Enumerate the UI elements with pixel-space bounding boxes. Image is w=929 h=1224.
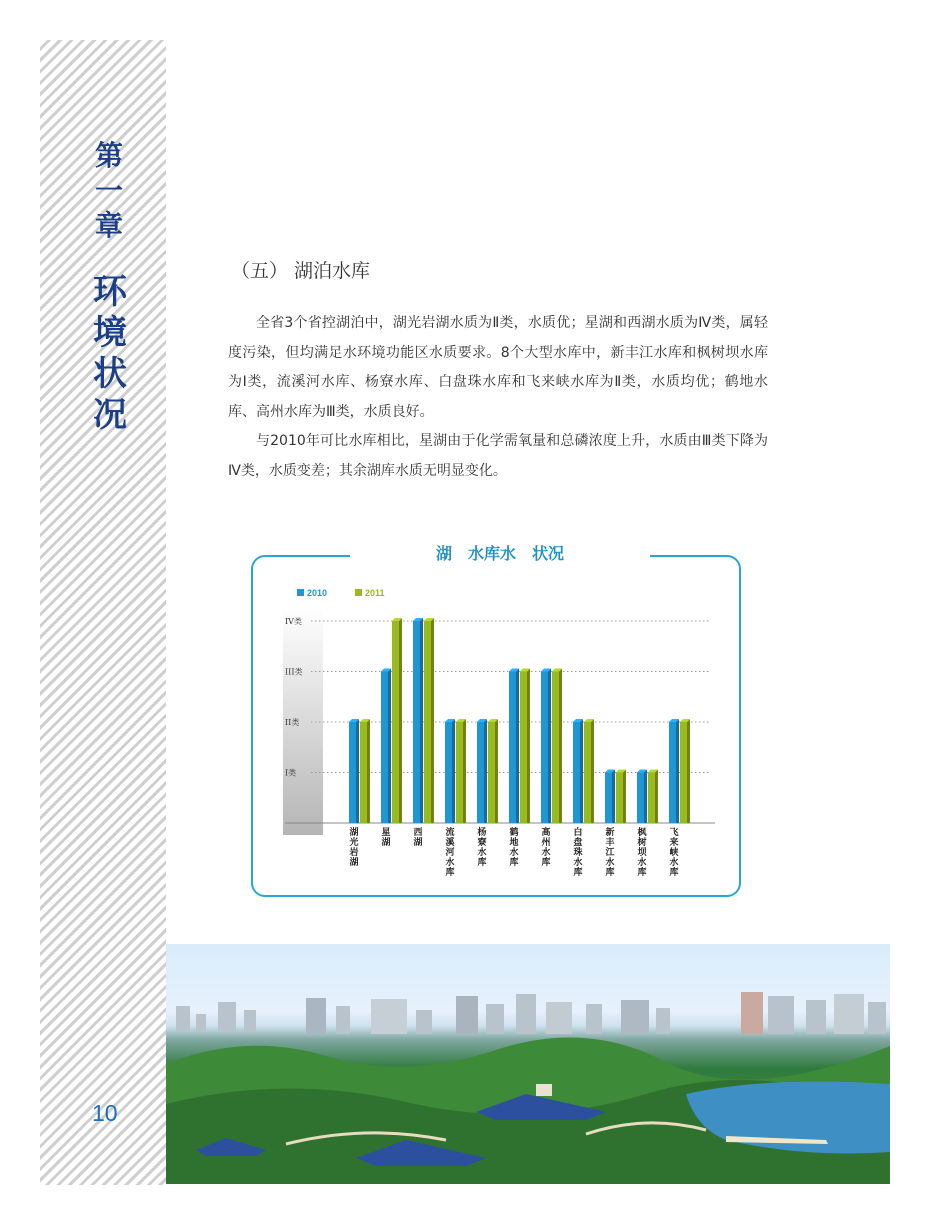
x-tick-label: 杨寮水库 bbox=[477, 828, 487, 868]
bar bbox=[573, 722, 580, 823]
bar bbox=[413, 621, 420, 823]
bar bbox=[424, 621, 431, 823]
bar bbox=[381, 672, 388, 824]
bar-side bbox=[367, 719, 370, 823]
y-tick-label: IV类 bbox=[285, 617, 302, 626]
x-tick-label: 白盘珠水库 bbox=[573, 828, 583, 878]
bar-side bbox=[420, 618, 423, 823]
bar-side bbox=[452, 719, 455, 823]
bar bbox=[552, 672, 559, 824]
bar-side bbox=[676, 719, 679, 823]
bar-side bbox=[431, 618, 434, 823]
bar bbox=[541, 672, 548, 824]
bar-side bbox=[580, 719, 583, 823]
bar-side bbox=[388, 669, 391, 824]
bar-side bbox=[463, 719, 466, 823]
bar-side bbox=[527, 669, 530, 824]
bar bbox=[520, 672, 527, 824]
bar-side bbox=[559, 669, 562, 824]
page-number: 10 bbox=[92, 1100, 118, 1126]
bar-side bbox=[591, 719, 594, 823]
bar bbox=[456, 722, 463, 823]
bar bbox=[349, 722, 356, 823]
legend-swatch bbox=[297, 589, 304, 596]
bar bbox=[509, 672, 516, 824]
bar bbox=[445, 722, 452, 823]
x-tick-label: 高州水库 bbox=[541, 828, 551, 868]
bar-side bbox=[612, 770, 615, 824]
x-tick-label: 枫树坝水库 bbox=[637, 828, 647, 878]
paragraph: 全省3个省控湖泊中，湖光岩湖水质为Ⅱ类，水质优；星湖和西湖水质为Ⅳ类，属轻度污染，但均满足水环境功能区水质要求。8个大型水库中，新丰江水库和枫树坝水库为Ⅰ类，流溪河水库、杨寮水库、白盘珠水库和飞来峡水库为Ⅱ类，水质均优；鹤地水库、高州水库为Ⅲ类，水质良好。 bbox=[228, 315, 768, 420]
section-heading: （五） 湖泊水库 bbox=[231, 260, 371, 282]
bar-side bbox=[548, 669, 551, 824]
bar bbox=[584, 722, 591, 823]
x-tick-label: 流溪河水库 bbox=[445, 828, 455, 878]
paragraph: 与2010年可比水库相比，星湖由于化学需氧量和总磷浓度上升，水质由Ⅲ类下降为Ⅳ类，水质变差；其余湖库水质无明显变化。 bbox=[228, 433, 768, 479]
legend-label: 2011 bbox=[365, 588, 385, 598]
bar-side bbox=[516, 669, 519, 824]
body-text bbox=[228, 309, 768, 486]
bar bbox=[616, 773, 623, 824]
chapter-label: 第一章 bbox=[94, 139, 123, 242]
bar-side bbox=[687, 719, 690, 823]
city-lake-illustration bbox=[166, 944, 890, 1184]
bar-side bbox=[623, 770, 626, 824]
bar-side bbox=[644, 770, 647, 824]
chapter-title: 环境状况 bbox=[93, 272, 127, 435]
y-tick-label: II类 bbox=[285, 718, 300, 727]
y-tick-label: III类 bbox=[285, 667, 303, 677]
bar bbox=[360, 722, 367, 823]
bar-side bbox=[495, 719, 498, 823]
x-tick-label: 新丰江水库 bbox=[605, 828, 615, 878]
bar-side bbox=[399, 618, 402, 823]
bar bbox=[680, 722, 687, 823]
legend-label: 2010 bbox=[307, 588, 328, 598]
x-tick-label: 星湖 bbox=[381, 828, 391, 848]
y-tick-label: I类 bbox=[285, 768, 297, 778]
chart-title: 湖 水库水 状况 bbox=[350, 542, 650, 566]
bar-side bbox=[655, 770, 658, 824]
bar bbox=[605, 773, 612, 824]
bar bbox=[477, 722, 484, 823]
legend-swatch bbox=[355, 589, 362, 596]
x-tick-label: 飞来峡水库 bbox=[669, 828, 679, 878]
bar bbox=[392, 621, 399, 823]
water-quality-bar-chart bbox=[251, 555, 741, 897]
bar bbox=[669, 722, 676, 823]
x-tick-label: 鹤地水库 bbox=[509, 828, 519, 868]
bar bbox=[637, 773, 644, 824]
bar bbox=[648, 773, 655, 824]
bar bbox=[488, 722, 495, 823]
x-tick-label: 西湖 bbox=[413, 828, 423, 848]
bar-side bbox=[484, 719, 487, 823]
x-tick-label: 湖光岩湖 bbox=[349, 828, 359, 868]
bar-side bbox=[356, 719, 359, 823]
city-lake-photo bbox=[166, 944, 890, 1184]
